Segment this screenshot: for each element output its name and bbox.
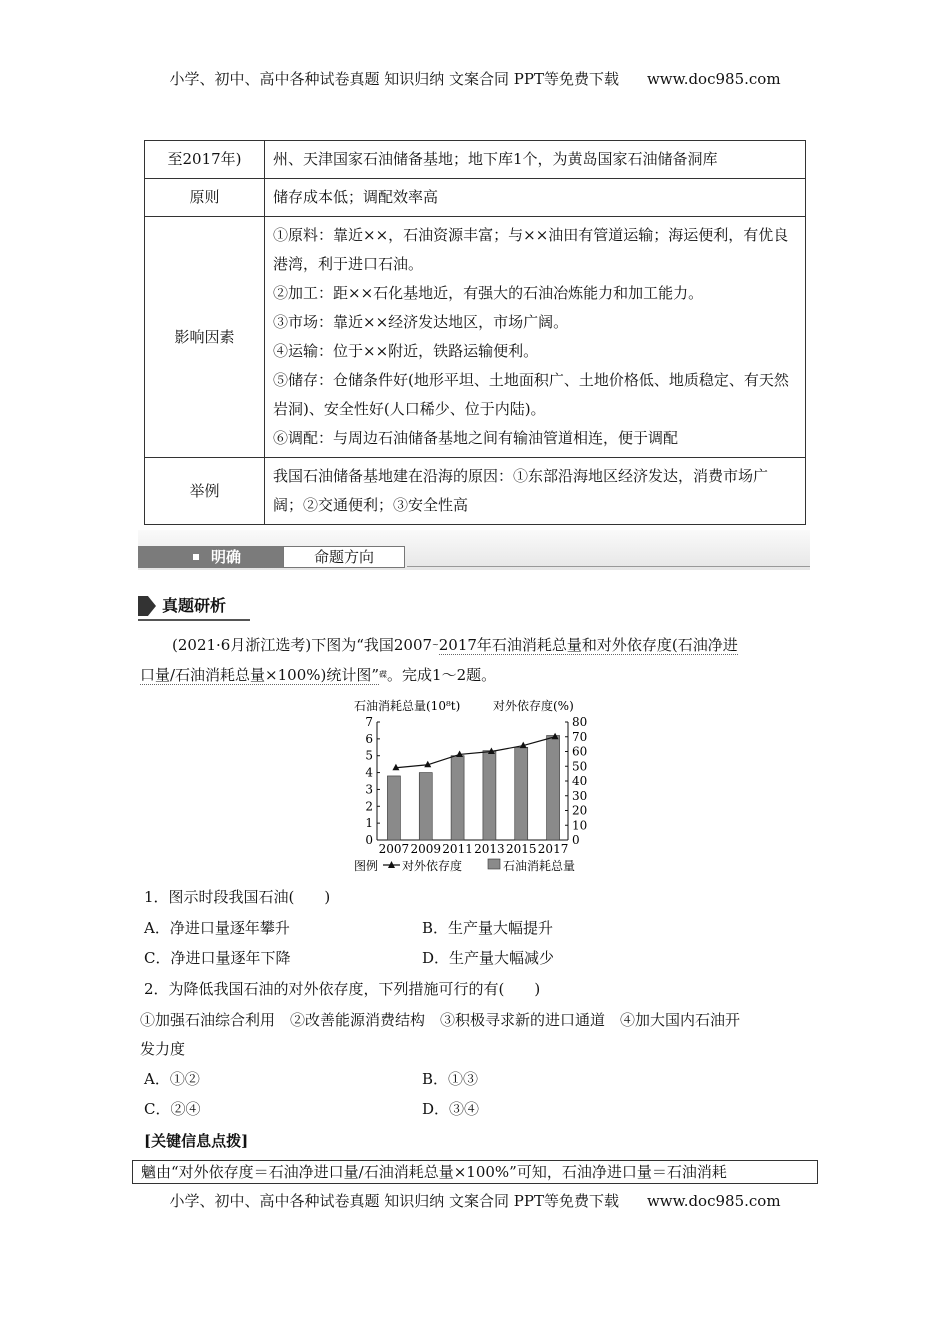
bar — [419, 773, 432, 840]
right-tick-label: 0 — [572, 833, 580, 847]
key-info-box: 魑由“对外依存度＝石油净进口量/石油消耗总量×100%”可知，石油净进口量＝石油消耗 — [132, 1160, 818, 1184]
page-footer — [0, 1190, 950, 1211]
bar — [547, 735, 560, 840]
table-row — [145, 217, 806, 458]
right-tick-label: 50 — [572, 759, 588, 774]
legend-line-label: 对外依存度 — [402, 859, 463, 873]
option-2c[interactable]: C．②④ — [144, 1100, 201, 1118]
legend — [354, 858, 575, 873]
legend-title: 图例 — [354, 859, 379, 873]
option-2a[interactable]: A．①② — [144, 1070, 200, 1088]
subsection-title — [138, 595, 226, 617]
intro-text: 。完成1～2题。 — [387, 666, 497, 684]
row-value: 州、天津国家石油储备基地；地下库1个，为黄岛国家石油储备洞库 — [265, 141, 806, 179]
option-1d[interactable]: D．生产量大幅减少 — [422, 949, 555, 967]
tilde: ~ — [432, 640, 439, 649]
right-tick-label: 70 — [572, 729, 588, 744]
question-2-choices-cont: 发力度 — [140, 1040, 186, 1058]
question-1-stem: 1．图示时段我国石油( ) — [144, 888, 331, 906]
bar — [387, 776, 400, 840]
row-value-list — [265, 217, 806, 458]
row-key: 举例 — [145, 458, 265, 525]
bar — [483, 751, 496, 840]
right-tick-label: 20 — [572, 803, 588, 818]
x-tick-label: 2011 — [442, 842, 473, 856]
factor-line: ①原料：靠近××，石油资源丰富；与××油田有管道运输；海运便利，有优良港湾，利于进口石油。 — [273, 226, 789, 273]
right-tick-label: 10 — [572, 818, 588, 833]
note-mark: 碟 — [379, 670, 388, 679]
factor-line: ②加工：距××石化基地近，有强大的石油冶炼能力和加工能力。 — [273, 284, 704, 302]
line-series — [392, 733, 558, 770]
factor-line: ⑥调配：与周边石油储备基地之间有输油管道相连，便于调配 — [273, 429, 679, 447]
section-tab-secondary: 命题方向 — [283, 546, 405, 568]
intro-text: 口量/石油消耗总量×100%)统计图” — [140, 666, 380, 684]
row-value: 储存成本低；调配效率高 — [265, 179, 806, 217]
left-tick-label: 6 — [365, 731, 373, 746]
left-tick-label: 5 — [365, 748, 373, 763]
left-tick-label: 3 — [365, 782, 373, 797]
table-row — [145, 458, 806, 525]
arrow-marker-icon — [138, 596, 156, 616]
x-tick-label: 2007 — [378, 842, 410, 856]
x-tick-label: 2017 — [537, 842, 569, 856]
x-tick-label: 2015 — [505, 842, 537, 856]
left-tick-label: 4 — [365, 765, 373, 780]
right-tick-label: 80 — [572, 715, 588, 729]
right-tick-label: 60 — [572, 744, 588, 759]
option-1a[interactable]: A．净进口量逐年攀升 — [144, 919, 290, 937]
left-axis-title: 石油消耗总量(10⁸t) — [354, 699, 461, 713]
legend-bar-swatch — [488, 859, 500, 869]
footer-url[interactable]: www.doc985.com — [646, 1192, 781, 1210]
oil-chart — [350, 694, 610, 876]
footer-text: 小学、初中、高中各种试卷真题 知识归纳 文案合同 PPT等免费下载 — [169, 1192, 619, 1210]
intro-text: (2021·6月浙江选考)下图为“我国2007 — [172, 636, 433, 654]
left-tick-label: 2 — [365, 799, 373, 814]
row-key: 影响因素 — [145, 217, 265, 458]
option-1b[interactable]: B．生产量大幅提升 — [422, 919, 554, 937]
square-icon — [193, 554, 199, 560]
table-row — [145, 179, 806, 217]
x-tick-label: 2013 — [474, 842, 505, 856]
section-tab-primary — [138, 546, 283, 568]
x-tick-labels — [379, 842, 569, 856]
right-axis-title: 对外依存度(%) — [493, 699, 574, 713]
header-url[interactable]: www.doc985.com — [646, 70, 781, 88]
x-tick-label: 2009 — [410, 842, 442, 856]
section-tab-label: 明确 — [211, 548, 242, 566]
key-info-title: [关键信息点拨] — [144, 1132, 249, 1150]
intro-line-2 — [140, 664, 496, 686]
row-key: 原则 — [145, 179, 265, 217]
factor-line: ⑤储存：仓储条件好(地形平坦、土地面积广、土地价格低、地质稳定、有天然岩洞)、安全性好(人口稀少、位于内陆)。 — [273, 371, 789, 418]
left-tick-label: 0 — [365, 833, 373, 847]
page-header — [0, 68, 950, 89]
factor-line: ③市场：靠近××经济发达地区，市场广阔。 — [273, 313, 569, 331]
option-2d[interactable]: D．③④ — [422, 1100, 480, 1118]
bar — [515, 747, 528, 840]
factor-line: ④运输：位于××附近，铁路运输便利。 — [273, 342, 539, 360]
right-tick-label: 40 — [572, 774, 588, 788]
left-tick-label: 7 — [365, 715, 373, 729]
legend-bar-label: 石油消耗总量 — [503, 859, 576, 873]
row-value: 我国石油储备基地建在沿海的原因：①东部沿海地区经济发达，消费市场广阔；②交通便利；③安全性高 — [265, 458, 806, 525]
subsection-title-text: 真题研析 — [162, 596, 227, 615]
bar — [451, 756, 464, 840]
bar-series — [387, 735, 559, 840]
row-key: 至2017年) — [145, 141, 265, 179]
divider — [407, 566, 810, 567]
series-line — [396, 737, 555, 768]
left-tick-label: 1 — [365, 816, 373, 831]
intro-line-1 — [172, 634, 738, 656]
option-1c[interactable]: C．净进口量逐年下降 — [144, 949, 291, 967]
knowledge-table — [144, 140, 806, 525]
question-2-choices: ①加强石油综合利用 ②改善能源消费结构 ③积极寻求新的进口通道 ④加大国内石油开 — [140, 1011, 741, 1029]
right-tick-label: 30 — [572, 788, 588, 803]
table-row — [145, 141, 806, 179]
option-2b[interactable]: B．①③ — [422, 1070, 479, 1088]
header-text: 小学、初中、高中各种试卷真题 知识归纳 文案合同 PPT等免费下载 — [169, 70, 619, 88]
intro-text: 2017年石油消耗总量和对外依存度(石油净进 — [438, 636, 738, 654]
title-underline — [138, 619, 250, 621]
question-2-stem: 2．为降低我国石油的对外依存度，下列措施可行的有( ) — [144, 980, 541, 998]
